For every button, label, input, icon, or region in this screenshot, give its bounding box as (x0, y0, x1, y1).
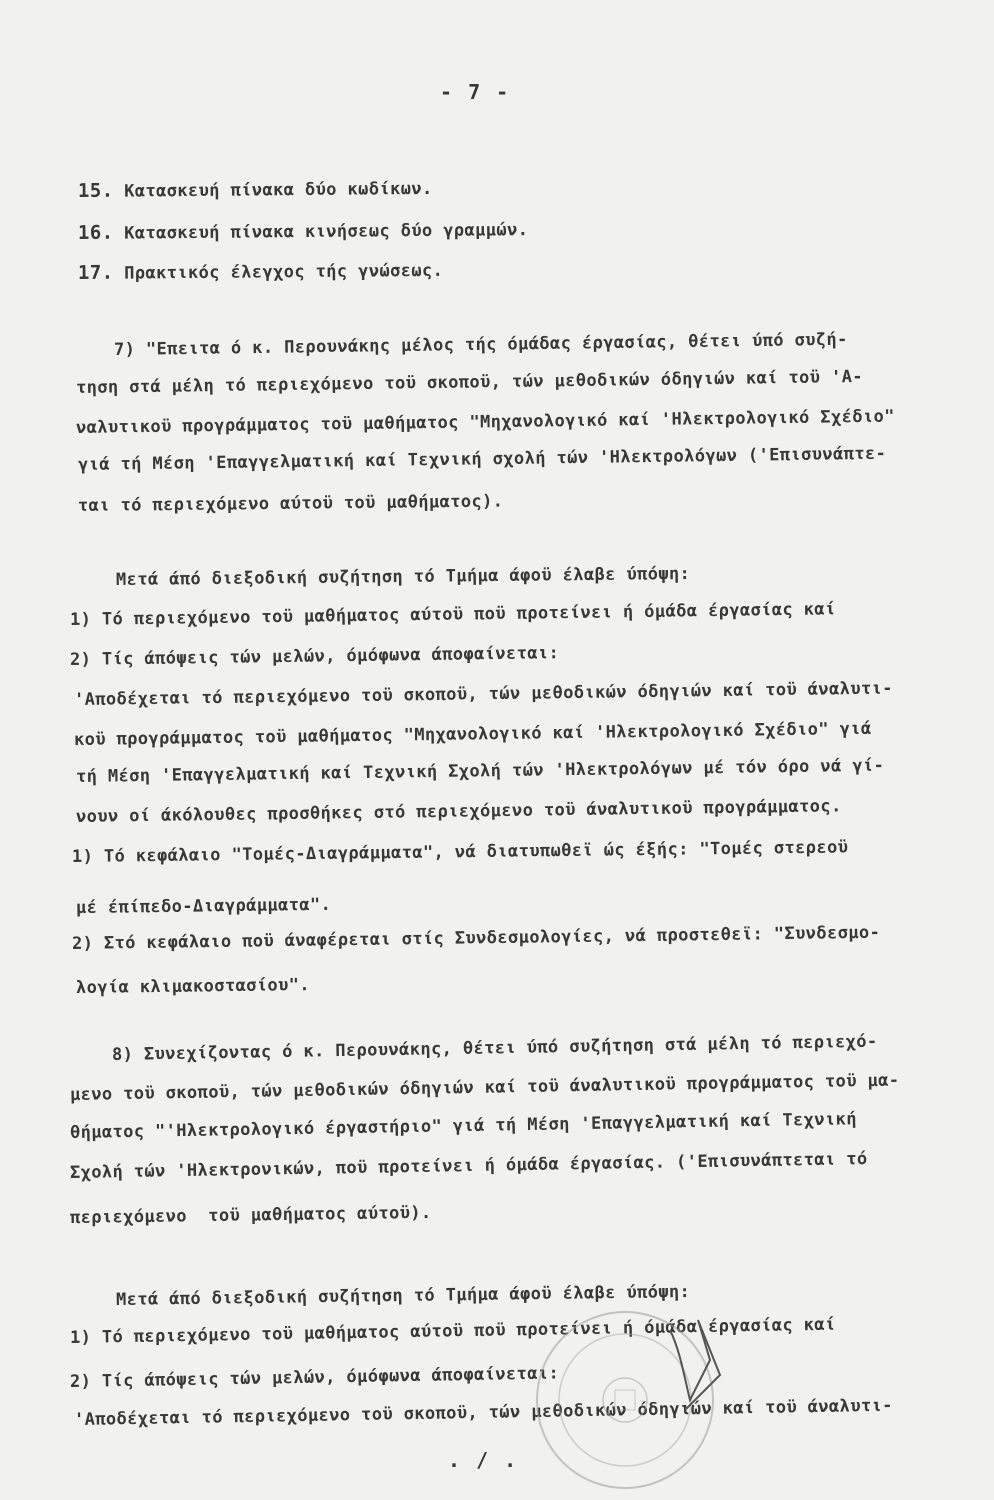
list-item (78, 177, 433, 202)
decision-text: κοϋ προγράμματος τοϋ μαθήματος "Μηχανολογικό καί 'Ηλεκτρολογικό Σχέδιο" γιά (73, 718, 872, 750)
amendment-item: 1) Τό κεφάλαιο "Τομές-Διαγράμματα", νά διατυπωθεϊ ώς έξής: "Τομές στερεοϋ (71, 837, 849, 867)
official-seal-stamp (520, 1290, 760, 1500)
section7-line: ναλυτικοϋ προγράμματος τοϋ μαθήματος "Μηχανολογικό καί 'Ηλεκτρολογικό Σχέδιο" (75, 406, 895, 438)
page-number: - 7 - (440, 80, 511, 104)
list-item (78, 259, 443, 284)
decision-point: 2) Τίς άπόψεις τών μελών, όμόφωνα άποφαίνεται: (69, 1363, 560, 1392)
decision-text: 'Αποδέχεται τό περιεχόμενο τοϋ σκοποϋ, τών μεθοδικών όδηγιών καί τοϋ άναλυτι- (73, 1395, 893, 1430)
decision-text: 'Αποδέχεται τό περιεχόμενο τοϋ σκοποϋ, τών μεθοδικών όδηγιών καί τοϋ άναλυτι- (73, 678, 893, 710)
section7-line: ται τό περιεχόμενο αύτοϋ τοϋ μαθήματος). (77, 491, 504, 516)
decision-point: 1) Τό περιεχόμενο τοϋ μαθήματος αύτοϋ ποϋ προτείνει ή όμάδα έργασίας καί (69, 1314, 836, 1348)
item-text: Κατασκευή πίνακα δύο κωδίκων. (124, 178, 433, 202)
section7-line: τηση στά μέλη τό περιεχόμενο τοϋ σκοποϋ, τών μεθοδικών όδηγιών καί τοϋ 'Α- (75, 367, 864, 398)
decision-text: νουν οί άκόλουθες προσθήκες στό περιεχόμενο τοϋ άναλυτικοϋ προγράμματος. (75, 796, 842, 827)
decision-intro: Μετά άπό διεξοδική συζήτηση τό Τμήμα άφοϋ έλαβε ύπόψη: (115, 1281, 691, 1310)
continuation-mark: . / . (448, 1448, 519, 1472)
item-number: 17. (77, 261, 114, 284)
item-text: Πρακτικός έλεγχος τής γνώσεως. (124, 260, 444, 284)
item-number: 16. (77, 221, 114, 244)
decision-intro: Μετά άπό διεξοδική συζήτηση τό Τμήμα άφοϋ έλαβε ύπόψη: (115, 563, 691, 590)
decision-text: τή Μέση 'Επαγγελματική καί Τεχνική Σχολή τών 'Ηλεκτρολόγων μέ τόν όρο νά γί- (75, 755, 885, 787)
section7-line: γιά τή Μέση 'Επαγγελματική καί Τεχνική σχολή τών 'Ηλεκτρολόγων ('Επισυνάπτε- (77, 443, 887, 475)
list-item (78, 218, 528, 244)
section8-line: μενο τοϋ σκοποϋ, τών μεθοδικών όδηγιών καί τοϋ άναλυτικοϋ προγράμματος τοϋ μα- (69, 1070, 900, 1105)
amendment-item: λογία κλιμακοστασίου". (75, 975, 311, 998)
section8-line: περιεχόμενο τοϋ μαθήματος αύτοϋ). (69, 1202, 432, 1228)
amendment-item: μέ έπίπεδο-Διαγράμματα". (75, 894, 332, 918)
section8-line: 8) Συνεχίζοντας ό κ. Περουνάκης, θέτει ύπό συζήτηση στά μέλη τό περιεχό- (111, 1031, 878, 1065)
decision-point: 1) Τό περιεχόμενο τοϋ μαθήματος αύτοϋ ποϋ προτείνει ή όμάδα έργασίας καί (69, 599, 836, 630)
section8-line: Σχολή τών 'Ηλεκτρονικών, ποϋ προτείνει ή όμάδα έργασίας. ('Επισυνάπτεται τό (69, 1149, 868, 1183)
item-number: 15. (77, 179, 114, 202)
section8-line: θήματος "'Ηλεκτρολογικό έργαστήριο" γιά τή Μέση 'Επαγγελματική καί Τεχνική (69, 1109, 858, 1143)
amendment-item: 2) Στό κεφάλαιο ποϋ άναφέρεται στίς Συνδεσμολογίες, νά προστεθεϊ: "Συνδεσμο- (71, 922, 881, 954)
decision-point: 2) Τίς άπόψεις τών μελών, όμόφωνα άποφαίνεται: (69, 643, 560, 670)
section7-line: 7) "Επειτα ό κ. Περουνάκης μέλος τής όμάδας έργασίας, θέτει ύπό συζή- (113, 329, 848, 360)
item-text: Κατασκευή πίνακα κινήσεως δύο γραμμών. (124, 220, 529, 244)
